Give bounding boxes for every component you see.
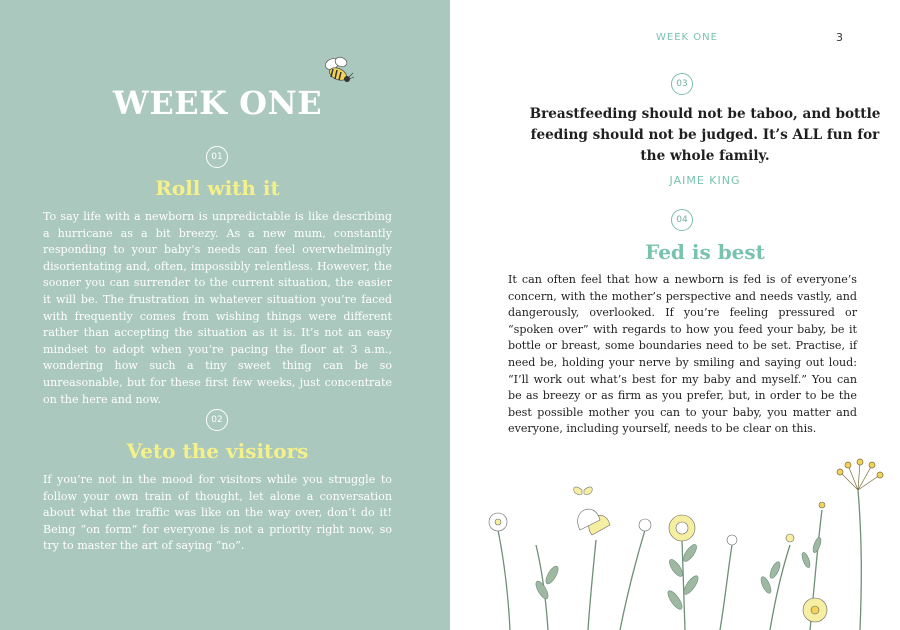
section-number-badge: 01 [206,146,228,168]
section-number-badge: 03 [671,73,693,95]
section-body: To say life with a newborn is unpredictable is like describing a hurricane as a bit breezy. As a new mum, constantly responding to your baby’s needs can feel overwhelmingly disorientating and, often, impossibly relentless. However, the sooner you can surrender to the current situation, the easier it will be. The frustration in whatever situation you’re faced with frequently comes from wishing things were different rather than accepting the situation as it is. It’s not an easy mindset to adopt when you’re pacing the floor at 3 a.m., wondering how such a tiny sweet thing can be so unreasonable, but for these first few weeks, just concentrate on the here and now. [43,210,392,406]
section-heading: Roll with it [155,176,280,200]
wildflowers-illustration [470,450,900,630]
section-body: If you’re not in the mood for visitors while you struggle to follow your own train of thought, let alone a conversation about what the traffic was like on the way over, don’t do it! Being “on form” for everyone is not a priority right now, so try to master the art of saying “no”. [43,473,392,553]
section-heading: Veto the visitors [126,439,309,463]
butterfly-icon [574,487,593,495]
section-number-badge: 02 [206,409,228,431]
quote-author: JAIME KING [669,174,741,187]
section-body: It can often feel that how a newborn is fed is of everyone’s concern, with the mother’s perspective and needs vastly, and dangerously, overlooked. If you’re feeling pressured or “spoken over” with regards to how you feed your baby, be it bottle or breast, some boundaries need to be set. Practise, if need be, holding your nerve by smiling and saying out loud: “I’ll work out what’s best for my baby and myself.” You can be as breezy or as firm as you prefer, but, in order to be the best possible mother you can to your baby, you matter and everyone, including yourself, needs to be clear on this. [508,273,857,436]
page-number: 3 [836,31,843,44]
section-heading: Fed is best [645,240,765,264]
running-head: WEEK ONE [656,32,718,43]
page-title: WEEK ONE [112,84,323,122]
section-number-badge: 04 [671,209,693,231]
pull-quote: Breastfeeding should not be taboo, and bottle feeding should not be judged. It’s ALL fun for the whole family. [529,106,881,164]
